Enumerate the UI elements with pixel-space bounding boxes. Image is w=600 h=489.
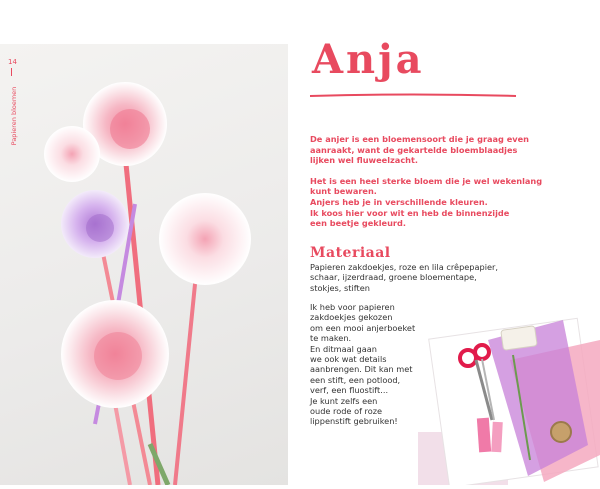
body-line: aanbrengen. Dit kan met <box>310 364 413 375</box>
pink-carnation-bottom <box>61 300 169 408</box>
body-line: te maken. <box>310 333 352 344</box>
page-number: 14 <box>8 58 17 66</box>
title-underline <box>308 92 518 100</box>
intro-line: Anjers heb je in verschillende kleuren. <box>310 196 488 207</box>
intro-line: een beetje gekleurd. <box>310 218 406 229</box>
page-title: Anja <box>312 36 425 83</box>
body-line: Je kunt zelfs een <box>310 395 378 406</box>
intro-line: De anjer is een bloemensoort die je graag even <box>310 134 530 144</box>
intro-line: Het is een heel sterke bloem die je wel wekenlang <box>310 175 543 186</box>
materials-still-life <box>418 300 600 485</box>
materials-line: schaar, ijzerdraad, groene bloementape, <box>310 272 477 283</box>
paper-carnations-illustration <box>0 44 288 485</box>
body-line: verf, een fluostift... <box>310 385 389 396</box>
intro-line: lijken wel fluweelzacht. <box>310 155 419 166</box>
carnation-photo <box>0 44 288 485</box>
small-flower-left <box>44 126 100 182</box>
body-line: zakdoekjes gekozen <box>310 312 393 323</box>
materials-heading: Materiaal <box>310 245 391 261</box>
section-title: Papieren bloemen <box>10 86 18 146</box>
materials-photo <box>418 300 600 485</box>
intro-line: aanraakt, want de gekartelde bloemblaadjes <box>310 144 518 155</box>
intro-line: kunt bewaren. <box>310 186 377 197</box>
body-line: En ditmaal gaan <box>310 343 377 354</box>
intro-paragraph <box>310 176 560 229</box>
body-line: lippenstift gebruiken! <box>310 416 398 427</box>
intro-paragraph <box>310 134 560 166</box>
lilac-carnation <box>61 190 129 258</box>
intro-line: Ik koos hier voor wit en heb de binnenzijde <box>310 207 510 218</box>
body-line: Ik heb voor papieren <box>310 302 395 312</box>
body-line: we ook wat details <box>310 354 387 365</box>
body-line: oude rode of roze <box>310 406 383 417</box>
intro-text <box>310 134 560 239</box>
running-head-divider <box>11 68 12 76</box>
materials-line: Papieren zakdoekjes, roze en lila crêpepapier, <box>310 262 498 272</box>
body-text <box>310 302 435 427</box>
materials-line: stokjes, stiften <box>310 282 370 293</box>
white-carnation-right <box>159 193 251 285</box>
body-line: een stift, een potlood, <box>310 374 401 385</box>
running-head <box>6 44 20 184</box>
body-line: om een mooi anjerboeket <box>310 322 416 333</box>
materials-list <box>310 262 560 293</box>
